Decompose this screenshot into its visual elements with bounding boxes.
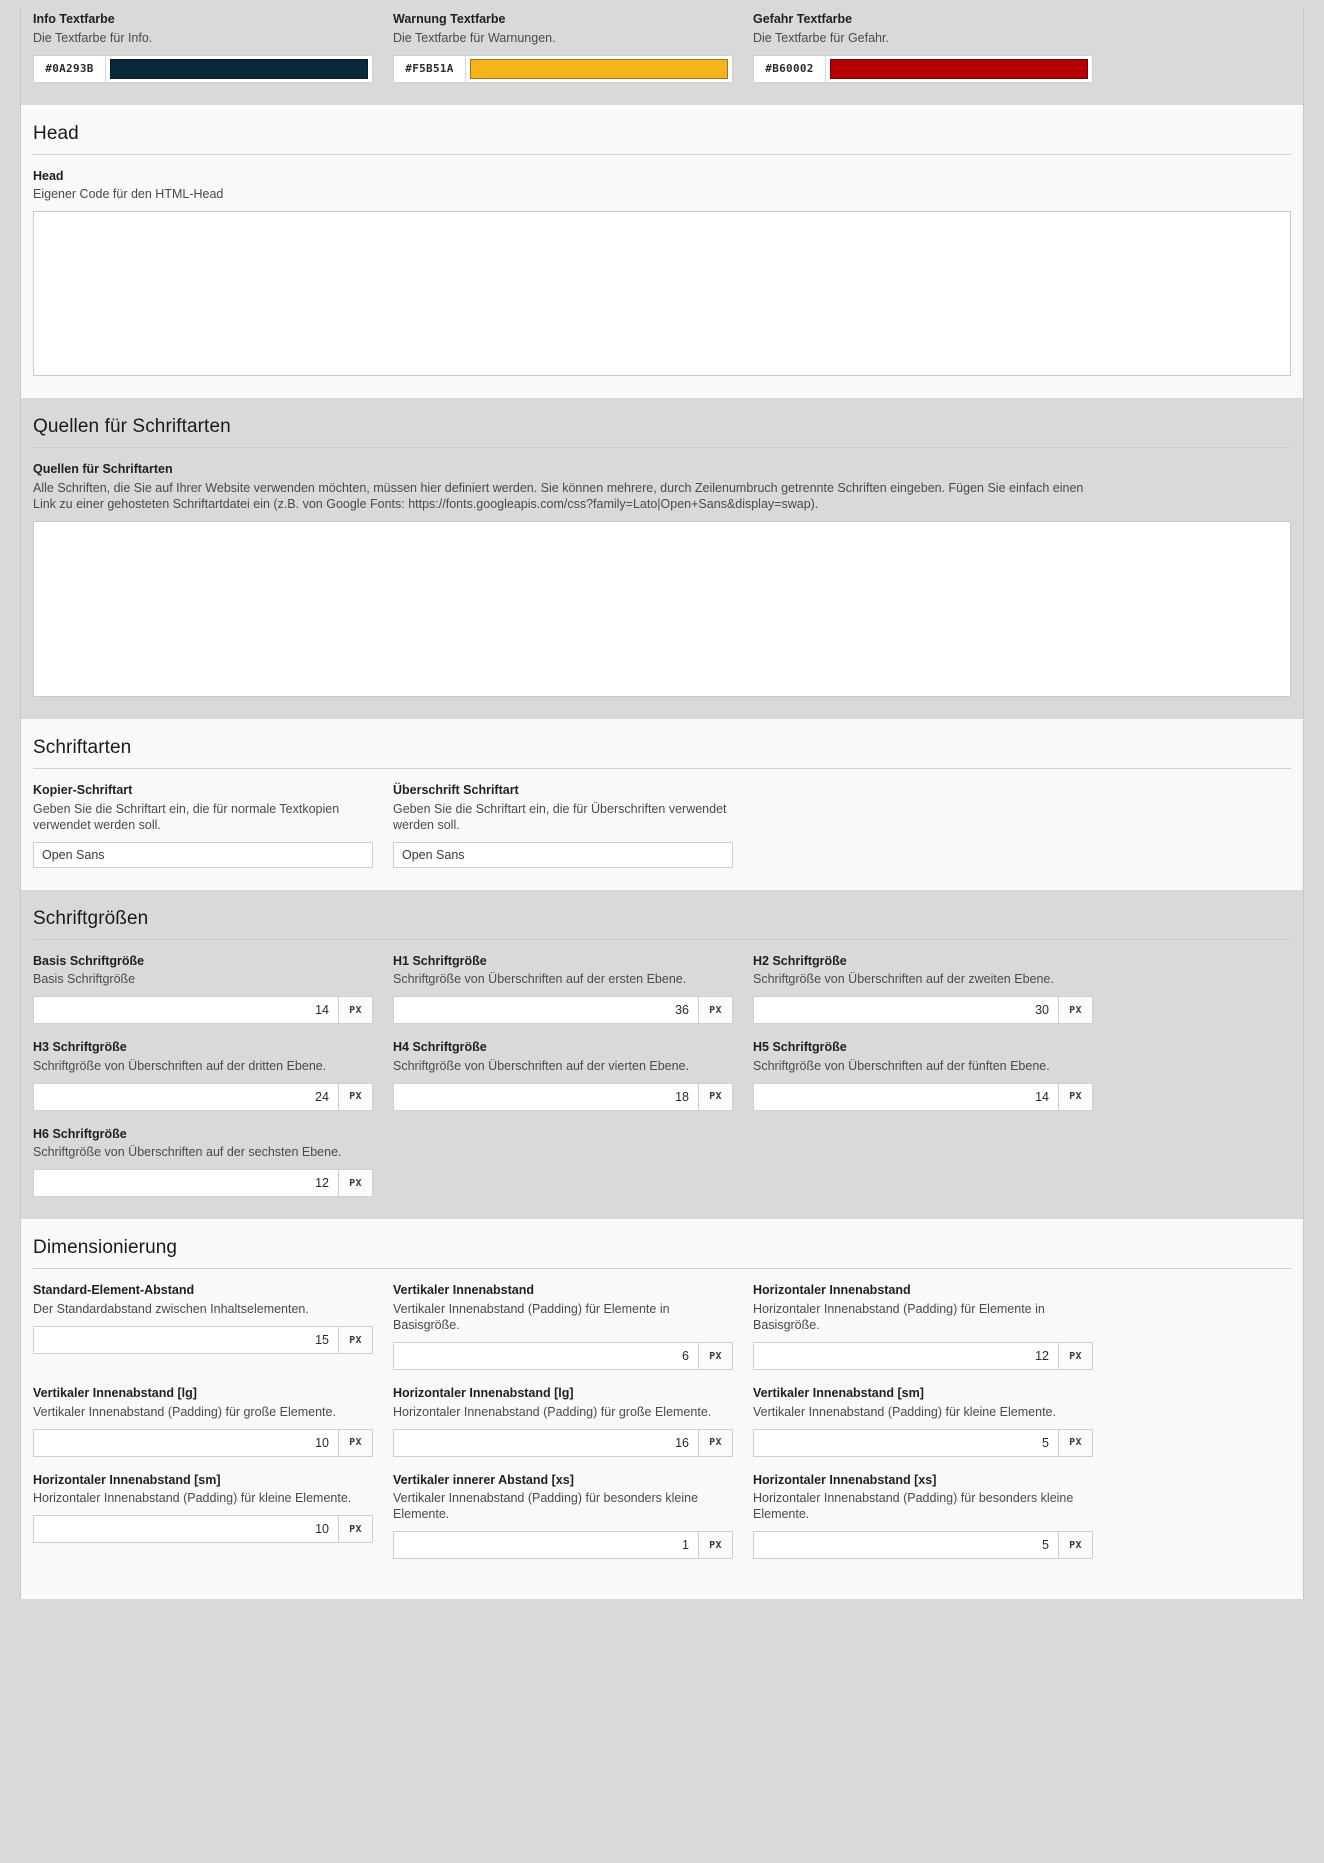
unit-suffix: PX xyxy=(338,1515,373,1543)
unit-suffix: PX xyxy=(338,996,373,1024)
section-title-font-sizes: Schriftgrößen xyxy=(33,890,1291,940)
font-size-field xyxy=(33,954,373,1025)
dimension-field xyxy=(753,1473,1093,1560)
section-title-fonts: Schriftarten xyxy=(33,719,1291,769)
color-hex-value[interactable]: #B60002 xyxy=(754,56,826,82)
color-swatch-wrap[interactable] xyxy=(106,56,372,82)
dimension-control[interactable] xyxy=(753,1429,1093,1457)
body-font-input[interactable]: Open Sans xyxy=(33,842,373,868)
field-label: H5 Schriftgröße xyxy=(753,1040,847,1055)
field-heading-font xyxy=(393,783,733,868)
field-description: Vertikaler Innenabstand (Padding) für große Elemente. xyxy=(33,1404,336,1419)
section-title-font-sources: Quellen für Schriftarten xyxy=(33,398,1291,448)
section-title-dimensions: Dimensionierung xyxy=(33,1219,1291,1269)
number-input[interactable]: 36 xyxy=(393,996,698,1024)
color-swatch-wrap[interactable] xyxy=(826,56,1092,82)
unit-suffix: PX xyxy=(1058,1342,1093,1370)
field-warning-textcolor xyxy=(393,12,733,83)
font-size-control[interactable] xyxy=(33,996,373,1024)
field-body-font xyxy=(33,783,373,868)
unit-suffix: PX xyxy=(698,1342,733,1370)
field-description: Horizontaler Innenabstand (Padding) für besonders kleine Elemente. xyxy=(753,1491,1074,1522)
font-size-field xyxy=(393,1040,733,1111)
font-size-field xyxy=(33,1127,373,1198)
field-label: Quellen für Schriftarten xyxy=(33,462,173,477)
dimension-field xyxy=(393,1386,733,1457)
unit-suffix: PX xyxy=(698,1083,733,1111)
unit-suffix: PX xyxy=(338,1083,373,1111)
dimension-field xyxy=(33,1473,373,1560)
field-label: Überschrift Schriftart xyxy=(393,782,519,797)
dimension-field xyxy=(393,1283,733,1370)
dimension-row xyxy=(33,1283,1291,1370)
font-sizes-section xyxy=(21,890,1303,1220)
field-description: Eigener Code für den HTML-Head xyxy=(33,187,224,202)
field-label: H1 Schriftgröße xyxy=(393,953,487,968)
fonts-section xyxy=(21,719,1303,890)
colors-section xyxy=(21,8,1303,105)
font-sources-textarea[interactable] xyxy=(33,521,1291,697)
dimension-control[interactable] xyxy=(33,1326,373,1354)
field-label: Horizontaler Innenabstand [sm] xyxy=(33,1472,221,1487)
color-swatch[interactable] xyxy=(830,59,1088,79)
field-description: Horizontaler Innenabstand (Padding) für Elemente in Basisgröße. xyxy=(753,1302,1045,1332)
dimension-field xyxy=(33,1283,373,1370)
number-input[interactable]: 1 xyxy=(393,1531,698,1559)
color-hex-value[interactable]: #F5B51A xyxy=(394,56,466,82)
font-size-field xyxy=(393,954,733,1025)
field-label: Horizontaler Innenabstand [lg] xyxy=(393,1386,574,1400)
field-label: H4 Schriftgröße xyxy=(393,1040,487,1055)
color-swatch[interactable] xyxy=(110,59,368,79)
color-picker-warning[interactable] xyxy=(393,55,733,83)
field-label: H3 Schriftgröße xyxy=(33,1040,127,1055)
unit-suffix: PX xyxy=(698,1531,733,1559)
field-label: Horizontaler Innenabstand xyxy=(753,1283,911,1298)
number-input[interactable]: 30 xyxy=(753,996,1058,1024)
field-label: Vertikaler Innenabstand xyxy=(393,1283,535,1298)
font-size-row xyxy=(33,954,1291,1025)
field-label: Horizontaler Innenabstand [xs] xyxy=(753,1472,937,1487)
number-input[interactable]: 14 xyxy=(33,996,338,1024)
font-sources-section xyxy=(21,398,1303,719)
dimension-control[interactable] xyxy=(393,1342,733,1370)
color-picker-info[interactable] xyxy=(33,55,373,83)
section-title-head: Head xyxy=(33,105,1291,155)
field-label: Gefahr Textfarbe xyxy=(753,12,853,26)
dimension-control[interactable] xyxy=(33,1515,373,1543)
heading-font-input[interactable]: Open Sans xyxy=(393,842,733,868)
number-input[interactable]: 12 xyxy=(33,1169,338,1197)
number-input[interactable]: 24 xyxy=(33,1083,338,1111)
dimension-row xyxy=(33,1386,1291,1457)
unit-suffix: PX xyxy=(698,1429,733,1457)
field-label: Basis Schriftgröße xyxy=(33,953,145,968)
number-input[interactable]: 15 xyxy=(33,1326,338,1354)
dimensions-grid xyxy=(33,1283,1291,1559)
dimension-row xyxy=(33,1473,1291,1560)
color-hex-value[interactable]: #0A293B xyxy=(34,56,106,82)
number-input[interactable]: 10 xyxy=(33,1515,338,1543)
color-swatch-wrap[interactable] xyxy=(466,56,732,82)
field-description: Schriftgröße von Überschriften auf der vierten Ebene. xyxy=(393,1058,689,1073)
fonts-row xyxy=(33,783,1291,868)
field-head-code xyxy=(33,169,1291,377)
field-label: Kopier-Schriftart xyxy=(33,782,133,797)
font-size-field xyxy=(753,1040,1093,1111)
field-description: Schriftgröße von Überschriften auf der fünften Ebene. xyxy=(753,1058,1050,1073)
number-input[interactable]: 5 xyxy=(753,1531,1058,1559)
dimension-field xyxy=(393,1473,733,1560)
field-description: Horizontaler Innenabstand (Padding) für große Elemente. xyxy=(393,1404,712,1419)
field-description: Vertikaler Innenabstand (Padding) für kleine Elemente. xyxy=(753,1404,1056,1419)
settings-panel xyxy=(20,8,1304,1599)
field-label: Standard-Element-Abstand xyxy=(33,1283,195,1298)
dimension-control[interactable] xyxy=(393,1531,733,1559)
field-description: Vertikaler Innenabstand (Padding) für besonders kleine Elemente. xyxy=(393,1491,699,1522)
colors-row xyxy=(33,12,1291,83)
unit-suffix: PX xyxy=(338,1429,373,1457)
field-label: Warnung Textfarbe xyxy=(393,12,506,26)
font-size-field xyxy=(753,954,1093,1025)
color-picker-danger[interactable] xyxy=(753,55,1093,83)
dimension-control[interactable] xyxy=(753,1342,1093,1370)
font-size-row xyxy=(33,1040,1291,1111)
field-description: Geben Sie die Schriftart ein, die für Überschriften verwendet werden soll. xyxy=(393,801,727,832)
font-size-control[interactable] xyxy=(393,1083,733,1111)
field-description: Schriftgröße von Überschriften auf der dritten Ebene. xyxy=(33,1058,327,1073)
field-description: Horizontaler Innenabstand (Padding) für kleine Elemente. xyxy=(33,1491,352,1506)
unit-suffix: PX xyxy=(698,996,733,1024)
top-spacer xyxy=(0,0,1324,8)
font-size-control[interactable] xyxy=(33,1169,373,1197)
field-description: Alle Schriften, die Sie auf Ihrer Website verwenden möchten, müssen hier definiert werden. Sie können mehrere, durch Zeilenumbruch getrennte Schriften eingeben. Fügen Sie einfach einen Link zu einer gehosteten Schriftartdatei ein (z.B. von Google Fonts: https://fonts.googleapis.com/css?family=Lato|Open+Sans&display=swap). xyxy=(33,480,1084,511)
number-input[interactable]: 10 xyxy=(33,1429,338,1457)
number-input[interactable]: 12 xyxy=(753,1342,1058,1370)
field-info-textcolor xyxy=(33,12,373,83)
number-input[interactable]: 14 xyxy=(753,1083,1058,1111)
dimension-field xyxy=(753,1386,1093,1457)
field-description: Basis Schriftgröße xyxy=(33,972,136,987)
dimension-field xyxy=(33,1386,373,1457)
field-label: H6 Schriftgröße xyxy=(33,1126,127,1141)
field-description: Die Textfarbe für Warnungen. xyxy=(393,30,556,45)
number-input[interactable]: 16 xyxy=(393,1429,698,1457)
field-description: Der Standardabstand zwischen Inhaltselementen. xyxy=(33,1302,309,1316)
unit-suffix: PX xyxy=(1058,1531,1093,1559)
font-size-control[interactable] xyxy=(393,996,733,1024)
font-size-control[interactable] xyxy=(753,1083,1093,1111)
field-description: Schriftgröße von Überschriften auf der ersten Ebene. xyxy=(393,972,687,987)
number-input[interactable]: 5 xyxy=(753,1429,1058,1457)
field-label: Info Textfarbe xyxy=(33,12,115,26)
font-sizes-grid xyxy=(33,954,1291,1198)
head-code-textarea[interactable] xyxy=(33,211,1291,376)
unit-suffix: PX xyxy=(1058,996,1093,1024)
number-input[interactable]: 6 xyxy=(393,1342,698,1370)
field-description: Schriftgröße von Überschriften auf der sechsten Ebene. xyxy=(33,1145,342,1160)
dimension-control[interactable] xyxy=(753,1531,1093,1559)
field-label: H2 Schriftgröße xyxy=(753,953,847,968)
number-input[interactable]: 18 xyxy=(393,1083,698,1111)
field-label: Vertikaler innerer Abstand [xs] xyxy=(393,1472,574,1487)
head-section xyxy=(21,105,1303,399)
field-description: Die Textfarbe für Gefahr. xyxy=(753,30,889,45)
field-font-sources xyxy=(33,462,1291,697)
unit-suffix: PX xyxy=(1058,1083,1093,1111)
dimension-control[interactable] xyxy=(393,1429,733,1457)
dimension-field xyxy=(753,1283,1093,1370)
font-size-row xyxy=(33,1127,1291,1198)
dimension-control[interactable] xyxy=(33,1429,373,1457)
field-description: Die Textfarbe für Info. xyxy=(33,30,153,45)
unit-suffix: PX xyxy=(1058,1429,1093,1457)
field-description: Vertikaler Innenabstand (Padding) für Elemente in Basisgröße. xyxy=(393,1302,670,1332)
unit-suffix: PX xyxy=(338,1326,373,1354)
unit-suffix: PX xyxy=(338,1169,373,1197)
font-size-control[interactable] xyxy=(33,1083,373,1111)
field-label: Vertikaler Innenabstand [sm] xyxy=(753,1386,924,1400)
field-description: Schriftgröße von Überschriften auf der zweiten Ebene. xyxy=(753,972,1054,987)
field-label: Head xyxy=(33,168,64,183)
font-size-field xyxy=(33,1040,373,1111)
dimensions-section xyxy=(21,1219,1303,1599)
color-swatch[interactable] xyxy=(470,59,728,79)
field-description: Geben Sie die Schriftart ein, die für normale Textkopien verwendet werden soll. xyxy=(33,801,340,832)
field-label: Vertikaler Innenabstand [lg] xyxy=(33,1386,197,1400)
field-danger-textcolor xyxy=(753,12,1093,83)
font-size-control[interactable] xyxy=(753,996,1093,1024)
